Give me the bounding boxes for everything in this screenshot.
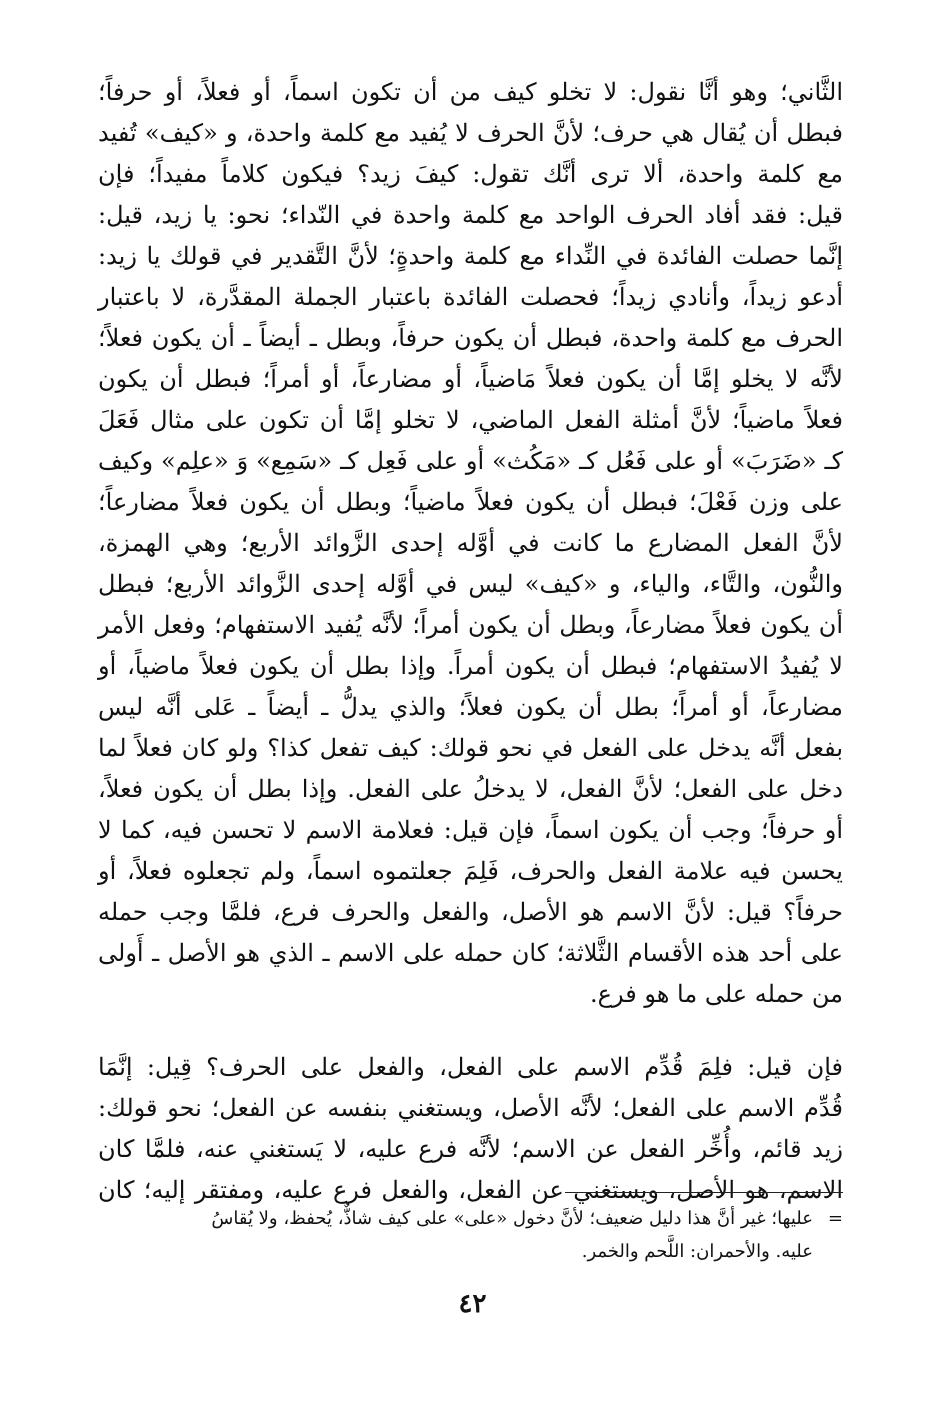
text-line: الحرف مع كلمة واحدة، فبطل أن يكون حرفاً، وبطل ـ أيضاً ـ أن يكون فعلاً؛ [98,324,843,352]
paragraph-gap [98,1015,843,1047]
text-line: فعلاً ماضياً؛ لأنَّ أمثلة الفعل الماضي، لا تخلو إمَّا أن تكون على مثال فَعَلَ [98,406,843,434]
text-line: فإن قيل: فلِمَ قُدِّم الاسم على الفعل، والفعل على الحرف؟ قِيل: إنَّمَا [98,1053,843,1081]
main-text [98,72,843,1211]
text-line: دخل على الفعل؛ لأنَّ الفعل، لا يدخلُ على الفعل. وإذا بطل أن يكون فعلاً، [98,775,843,803]
text-line: مضارعاً، أو أمراً؛ بطل أن يكون فعلاً؛ والذي يدلُّ ـ أيضاً ـ عَلى أنَّه ليس [98,693,843,721]
text-line: لأنَّه لا يخلو إمَّا أن يكون فعلاً مَاضياً، أو مضارعاً، أو أمراً؛ فبطل أن يكون [98,365,843,393]
footnote-divider [565,1192,843,1193]
text-line: على أحد هذه الأقسام الثَّلاثة؛ كان حمله على الاسم ـ الذي هو الأصل ـ أَولى [98,939,843,967]
text-line: حرفاً؟ قيل: لأنَّ الاسم هو الأصل، والفعل والحرف فرع، فلمَّا وجب حمله [98,898,843,926]
footnote-marker: = [827,1208,843,1229]
text-line: إنَّما حصلت الفائدة في النِّداء مع كلمة واحدةٍ؛ لأنَّ التَّقدير في قولك يا زيد: [98,242,843,270]
text-line: لأنَّ الفعل المضارع ما كانت في أوَّله إحدى الزَّوائد الأربع؛ وهي الهمزة، [98,529,843,557]
text-line: قُدِّم الاسم على الفعل؛ لأنَّه الأصل، ويستغني بنفسه عن الفعل؛ نحو قولك: [98,1094,843,1122]
text-line: الاسم، هو الأصل، ويستغني عن الفعل، والفعل فرع عليه، ومفتقر إليه؛ كان [98,1176,843,1204]
text-line: مع كلمة واحدة، ألا ترى أنَّك تقول: كيفَ زيد؟ فيكون كلاماً مفيداً؛ فإن [98,160,843,188]
text-line: والنُّون، والتَّاء، والياء، و «كيف» ليس في أوَّله إحدى الزَّوائد الأربع؛ فبطل [98,570,843,598]
footnote-line [98,1235,843,1268]
text-line: فبطل أن يُقال هي حرف؛ لأنَّ الحرف لا يُفيد مع كلمة واحدة، و «كيف» تُفيد [98,119,843,147]
text-line: من حمله على ما هو فرع. [590,980,843,1008]
text-line: على وزن فَعْلَ؛ فبطل أن يكون فعلاً ماضياً؛ وبطل أن يكون فعلاً مضارعاً؛ [98,488,843,516]
footnote-text: عليه. والأحمران: اللَّحم والخمر. [581,1241,813,1262]
text-line: كـ «ضَرَبَ» أو على فَعُل كـ «مَكُث» أو على فَعِل كـ «سَمِع» وَ «علِم» وكيف [98,447,843,475]
text-line: زيد قائم، وأُخِّر الفعل عن الاسم؛ لأنَّه فرع عليه، لا يَستغني عنه، فلمَّا كان [98,1135,843,1163]
footnote [98,1202,843,1268]
text-line: الثَّاني؛ وهو أنَّا نقول: لا تخلو كيف من أن تكون اسماً، أو فعلاً، أو حرفاً؛ [98,78,843,106]
paragraph-1 [98,72,843,1015]
text-line: يحسن فيه علامة الفعل والحرف، فَلِمَ جعلتموه اسماً، ولم تجعلوه فعلاً، أو [98,857,843,885]
text-line: لا يُفيدُ الاستفهام؛ فبطل أن يكون أمراً. وإذا بطل أن يكون فعلاً ماضياً، أو [98,652,843,680]
text-line: أدعو زيداً، وأنادي زيداً؛ فحصلت الفائدة باعتبار الجملة المقدَّرة، لا باعتبار [98,283,843,311]
page-number: ٤٢ [458,1289,487,1319]
footnote-line [98,1202,843,1235]
text-line: بفعل أنَّه يدخل على الفعل في نحو قولك: كيف تفعل كذا؟ ولو كان فعلاً لما [98,734,843,762]
text-line: أو حرفاً؛ وجب أن يكون اسماً، فإن قيل: فعلامة الاسم لا تحسن فيه، كما لا [98,816,843,844]
text-line: أن يكون فعلاً مضارعاً، وبطل أن يكون أمراً؛ لأنَّه يُفيد الاستفهام؛ وفعل الأمر [98,611,843,639]
text-line: قيل: فقد أفاد الحرف الواحد مع كلمة واحدة في النّداء؛ نحو: يا زيد، قيل: [98,201,843,229]
paragraph-2 [98,1047,843,1211]
footnote-text: عليها؛ غير أنَّ هذا دليل ضعيف؛ لأنَّ دخول «على» على كيف شاذٌّ، يُحفظ، ولا يُقاسُ [211,1208,813,1229]
